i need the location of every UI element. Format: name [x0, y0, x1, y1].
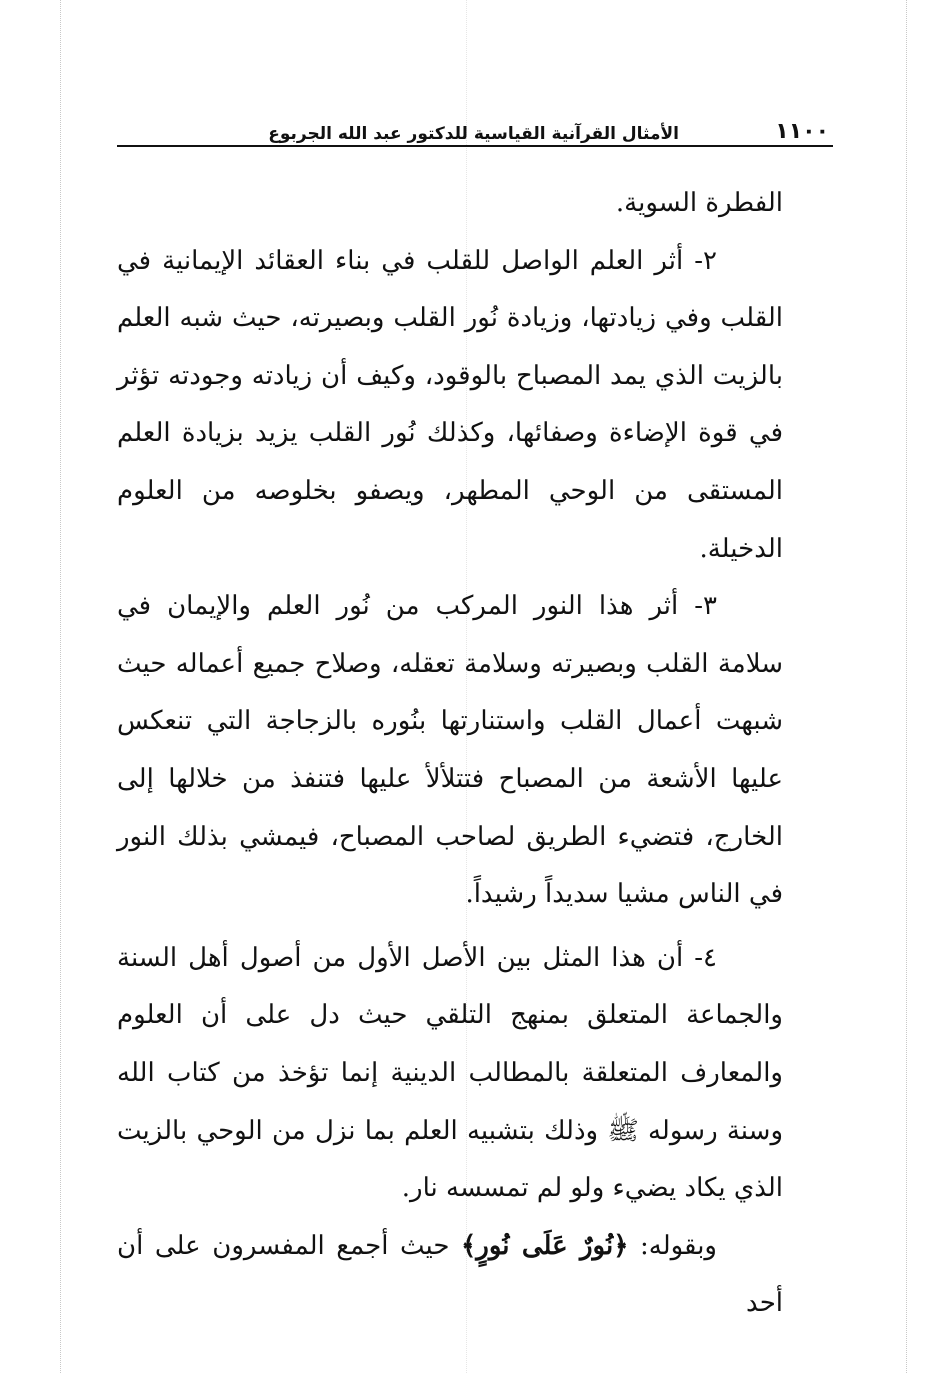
- scan-margin-dots-right: [906, 0, 907, 1373]
- paragraph-point-4: ٤- أن هذا المثل بين الأصل الأول من أصول أهل السنة والجماعة المتعلق بمنهج التلقي حيث دل على أن العلوم والمعارف المتعلقة بالمطالب الدينية إنما تؤخذ من كتاب الله وسنة رسوله ﷺ وذلك بتشبيه العلم بما نزل من الوحي بالزيت الذي يكاد يضيء ولو لم تمسسه نار.: [117, 942, 783, 1204]
- running-header: [117, 112, 833, 144]
- quote-intro-text: وبقوله:: [628, 1230, 717, 1261]
- paragraph-continuation: الفطرة السوية.: [615, 188, 783, 218]
- paragraph-quote-intro: [117, 1218, 783, 1333]
- quote-following-text: حيث أجمع المفسرون على أن أحد: [117, 1230, 783, 1319]
- running-title: الأمثال القرآنية القياسية للدكتور عبد الله الجربوع: [268, 124, 679, 144]
- scan-margin-dots-left: [60, 0, 61, 1373]
- page-number: ١١٠٠: [775, 119, 829, 144]
- header-rule: [117, 145, 833, 147]
- quran-quote: ﴿نُورٌ عَلَى نُورٍ﴾: [461, 1230, 629, 1261]
- paragraph-point-2: ٢- أثر العلم الواصل للقلب في بناء العقائد الإيمانية في القلب وفي زيادتها، وزيادة نُور القلب وبصيرته، حيث شبه العلم بالزيت الذي يمد المصباح بالوقود، وكيف أن زيادته وجودته تؤثر في قوة الإضاءة وصفائها، وكذلك نُور القلب يزيد بزيادة العلم المستقى من الوحي المطهر، ويصفو بخلوصه من العلوم الدخيلة.: [117, 245, 783, 564]
- body-text: [117, 175, 783, 1333]
- paragraph-point-3: ٣- أثر هذا النور المركب من نُور العلم والإيمان في سلامة القلب وبصيرته وسلامة تعقله، وصلاح جميع أعماله حيث شبهت أعمال القلب واستنارتها بنُوره بالزجاجة التي تنعكس عليها الأشعة من المصباح فتتلألأ عليها فتنفذ من خلالها إلى الخارج، فتضيء الطريق لصاحب المصباح، فيمشي بذلك النور في الناس مشيا سديداً رشيداً.: [117, 591, 783, 910]
